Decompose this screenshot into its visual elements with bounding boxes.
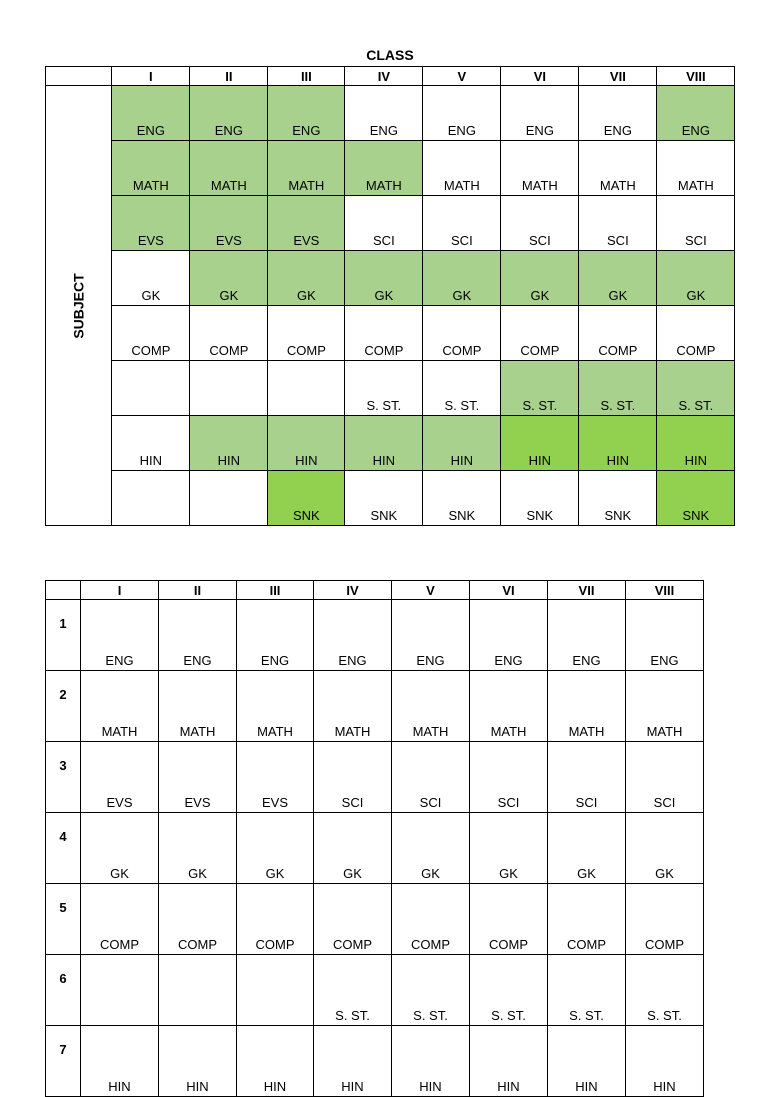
subject-cell: SNK — [501, 471, 579, 526]
class-header: V — [423, 67, 501, 86]
subject-cell: MATH — [345, 141, 423, 196]
period-row — [46, 671, 704, 742]
period-subject-cell: MATH — [81, 671, 159, 742]
period-subject-cell: COMP — [470, 884, 548, 955]
period-subject-cell: ENG — [81, 600, 159, 671]
period-row — [46, 813, 704, 884]
period-subject-cell: EVS — [81, 742, 159, 813]
class-header: I — [112, 67, 190, 86]
subject-row — [46, 86, 735, 141]
subject-cell: MATH — [501, 141, 579, 196]
period-subject-cell: GK — [626, 813, 704, 884]
period-subject-cell: ENG — [548, 600, 626, 671]
class-header: II — [159, 581, 237, 600]
period-subject-cell: GK — [470, 813, 548, 884]
subject-cell: MATH — [423, 141, 501, 196]
subject-row — [46, 471, 735, 526]
header-row — [46, 67, 735, 86]
period-row — [46, 742, 704, 813]
header-row — [46, 581, 704, 600]
period-subject-cell: COMP — [159, 884, 237, 955]
corner-cell — [46, 581, 81, 600]
subject-cell: COMP — [268, 306, 345, 361]
period-subject-cell: HIN — [237, 1026, 314, 1097]
period-number: 3 — [46, 742, 81, 813]
subject-cell: S. ST. — [501, 361, 579, 416]
period-row — [46, 600, 704, 671]
subject-cell: GK — [190, 251, 268, 306]
subject-cell: SNK — [657, 471, 735, 526]
subject-side-label — [46, 86, 112, 526]
period-subject-cell: HIN — [392, 1026, 470, 1097]
subject-cell — [112, 471, 190, 526]
subject-cell: SCI — [657, 196, 735, 251]
class-header: VIII — [626, 581, 704, 600]
class-header: III — [268, 67, 345, 86]
subject-cell: HIN — [657, 416, 735, 471]
class-header: II — [190, 67, 268, 86]
period-subject-cell: ENG — [159, 600, 237, 671]
period-subject-cell: SCI — [470, 742, 548, 813]
subject-cell: HIN — [112, 416, 190, 471]
period-subject-cell: MATH — [314, 671, 392, 742]
period-subject-cell: HIN — [470, 1026, 548, 1097]
period-subject-cell: MATH — [548, 671, 626, 742]
period-subject-cell: GK — [237, 813, 314, 884]
period-subject-cell: MATH — [392, 671, 470, 742]
subject-cell: SCI — [501, 196, 579, 251]
period-number: 4 — [46, 813, 81, 884]
subject-cell: GK — [501, 251, 579, 306]
subject-cell: S. ST. — [579, 361, 657, 416]
period-subject-cell: COMP — [392, 884, 470, 955]
subject-cell: ENG — [112, 86, 190, 141]
subject-cell: SCI — [345, 196, 423, 251]
subject-cell: COMP — [501, 306, 579, 361]
subject-label-text: SUBJECT — [70, 272, 87, 339]
class-header: VII — [579, 67, 657, 86]
subject-cell: COMP — [423, 306, 501, 361]
subject-cell: SNK — [268, 471, 345, 526]
period-subject-cell: EVS — [159, 742, 237, 813]
subject-cell: MATH — [268, 141, 345, 196]
subject-cell: SCI — [423, 196, 501, 251]
subject-cell: GK — [268, 251, 345, 306]
period-subject-cell: ENG — [237, 600, 314, 671]
period-subject-cell: SCI — [626, 742, 704, 813]
period-subject-cell: COMP — [314, 884, 392, 955]
subject-cell: COMP — [190, 306, 268, 361]
subject-cell: GK — [423, 251, 501, 306]
subject-cell: COMP — [657, 306, 735, 361]
period-subject-cell: GK — [392, 813, 470, 884]
subject-cell: ENG — [501, 86, 579, 141]
class-header: VIII — [657, 67, 735, 86]
subject-cell: ENG — [268, 86, 345, 141]
period-subject-cell: ENG — [392, 600, 470, 671]
subject-cell: HIN — [579, 416, 657, 471]
period-subject-cell: S. ST. — [470, 955, 548, 1026]
period-number: 1 — [46, 600, 81, 671]
period-subject-cell — [81, 955, 159, 1026]
subject-row — [46, 141, 735, 196]
subject-cell: SNK — [579, 471, 657, 526]
period-subject-cell: SCI — [392, 742, 470, 813]
period-subject-cell: GK — [81, 813, 159, 884]
subject-row — [46, 196, 735, 251]
period-number: 2 — [46, 671, 81, 742]
subject-cell: COMP — [579, 306, 657, 361]
period-subject-cell: S. ST. — [314, 955, 392, 1026]
period-subject-cell: COMP — [81, 884, 159, 955]
subject-cell: GK — [579, 251, 657, 306]
period-number: 7 — [46, 1026, 81, 1097]
period-number: 6 — [46, 955, 81, 1026]
period-subject-cell: HIN — [548, 1026, 626, 1097]
subject-cell: ENG — [423, 86, 501, 141]
subject-row — [46, 361, 735, 416]
subject-cell: SCI — [579, 196, 657, 251]
subject-cell: MATH — [579, 141, 657, 196]
subject-cell: HIN — [268, 416, 345, 471]
period-subject-cell: S. ST. — [626, 955, 704, 1026]
class-header: VI — [470, 581, 548, 600]
subject-cell: COMP — [112, 306, 190, 361]
subject-cell: COMP — [345, 306, 423, 361]
subject-cell — [112, 361, 190, 416]
subject-cell: EVS — [112, 196, 190, 251]
period-subject-cell: MATH — [237, 671, 314, 742]
subject-cell — [190, 471, 268, 526]
class-header: VII — [548, 581, 626, 600]
subject-cell: SNK — [423, 471, 501, 526]
subject-class-table — [45, 66, 735, 526]
period-subject-cell: COMP — [548, 884, 626, 955]
subject-row — [46, 416, 735, 471]
period-row — [46, 955, 704, 1026]
class-header: VI — [501, 67, 579, 86]
period-subject-cell: HIN — [314, 1026, 392, 1097]
period-subject-cell: COMP — [626, 884, 704, 955]
period-row — [46, 884, 704, 955]
subject-row — [46, 306, 735, 361]
period-subject-cell: COMP — [237, 884, 314, 955]
period-subject-cell: HIN — [626, 1026, 704, 1097]
subject-cell: GK — [345, 251, 423, 306]
period-subject-cell: MATH — [626, 671, 704, 742]
subject-cell: MATH — [657, 141, 735, 196]
subject-cell: GK — [657, 251, 735, 306]
period-subject-cell: SCI — [314, 742, 392, 813]
subject-cell — [268, 361, 345, 416]
period-subject-cell: MATH — [159, 671, 237, 742]
subject-cell: SNK — [345, 471, 423, 526]
subject-cell: MATH — [190, 141, 268, 196]
subject-cell: ENG — [345, 86, 423, 141]
class-header: IV — [345, 67, 423, 86]
subject-cell: HIN — [345, 416, 423, 471]
subject-cell: ENG — [190, 86, 268, 141]
subject-cell: GK — [112, 251, 190, 306]
period-subject-cell: SCI — [548, 742, 626, 813]
subject-cell: HIN — [423, 416, 501, 471]
class-header: V — [392, 581, 470, 600]
corner-cell — [46, 67, 112, 86]
period-subject-cell: EVS — [237, 742, 314, 813]
period-subject-cell: HIN — [159, 1026, 237, 1097]
subject-cell — [190, 361, 268, 416]
subject-cell: EVS — [190, 196, 268, 251]
class-header: III — [237, 581, 314, 600]
subject-cell: EVS — [268, 196, 345, 251]
period-subject-cell: GK — [159, 813, 237, 884]
period-subject-cell: S. ST. — [392, 955, 470, 1026]
subject-cell: HIN — [501, 416, 579, 471]
period-subject-cell: S. ST. — [548, 955, 626, 1026]
period-subject-cell: MATH — [470, 671, 548, 742]
period-subject-cell — [237, 955, 314, 1026]
period-subject-cell: ENG — [470, 600, 548, 671]
period-class-table — [45, 580, 704, 1097]
subject-cell: S. ST. — [345, 361, 423, 416]
period-subject-cell: HIN — [81, 1026, 159, 1097]
subject-cell: S. ST. — [423, 361, 501, 416]
period-subject-cell: GK — [314, 813, 392, 884]
subject-cell: ENG — [657, 86, 735, 141]
class-title: CLASS — [366, 47, 414, 63]
period-subject-cell: ENG — [314, 600, 392, 671]
subject-cell: ENG — [579, 86, 657, 141]
class-header: IV — [314, 581, 392, 600]
period-subject-cell: ENG — [626, 600, 704, 671]
period-row — [46, 1026, 704, 1097]
subject-cell: MATH — [112, 141, 190, 196]
subject-cell: S. ST. — [657, 361, 735, 416]
subject-row — [46, 251, 735, 306]
subject-cell: HIN — [190, 416, 268, 471]
period-subject-cell: GK — [548, 813, 626, 884]
class-header: I — [81, 581, 159, 600]
period-number: 5 — [46, 884, 81, 955]
period-subject-cell — [159, 955, 237, 1026]
